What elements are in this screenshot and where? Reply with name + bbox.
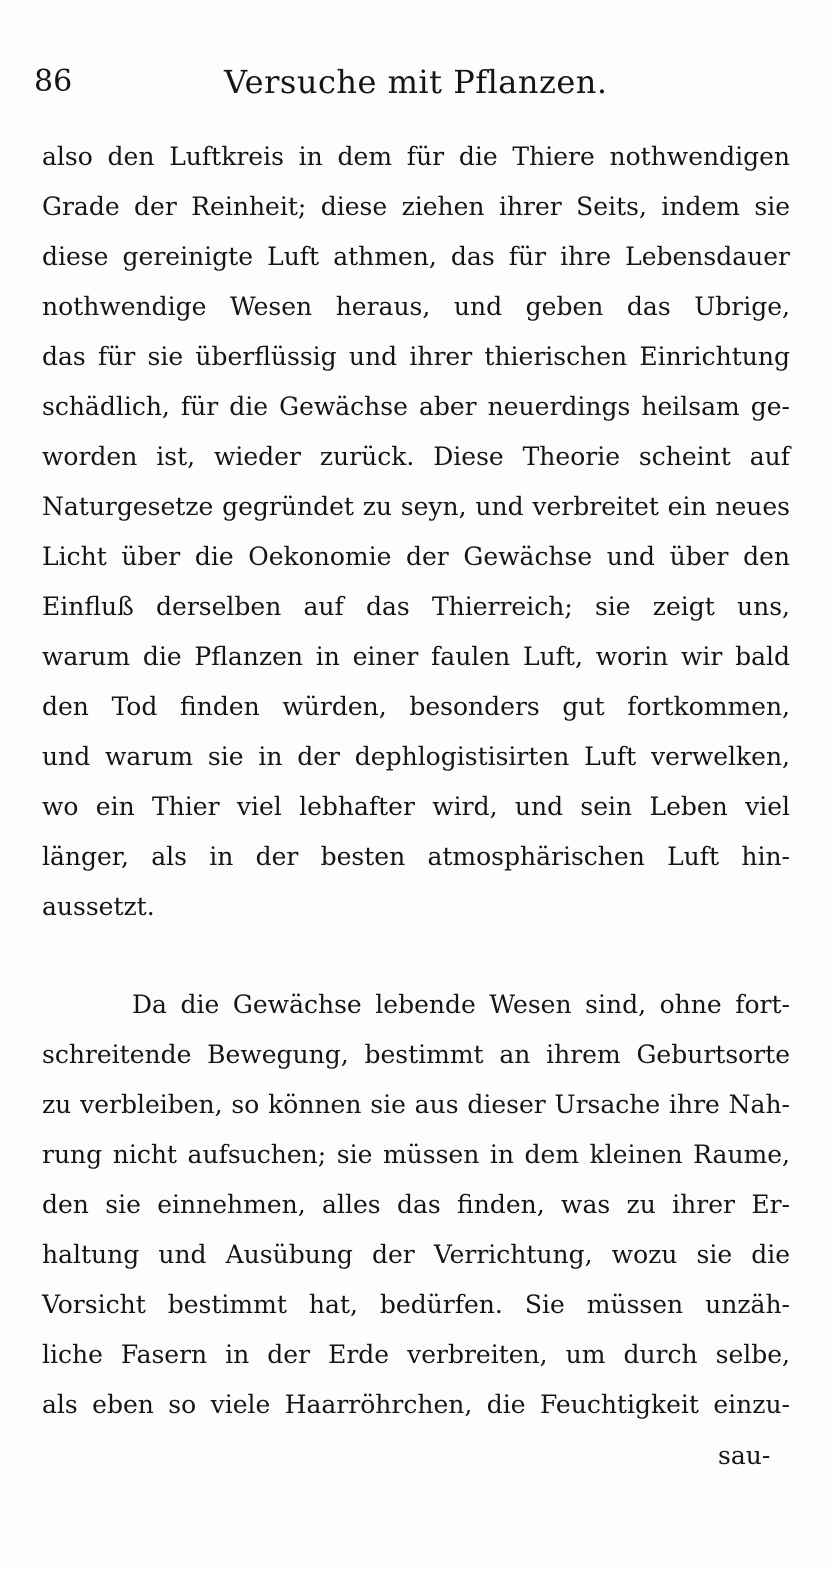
text-line: Grade der Reinheit; diese ziehen ihrer Seits, indem sie bbox=[42, 192, 790, 221]
body-text bbox=[42, 132, 790, 1430]
text-line: den sie einnehmen, alles das finden, was zu ihrer Er- bbox=[42, 1190, 790, 1219]
text-line: warum die Pflanzen in einer faulen Luft, worin wir bald bbox=[42, 642, 790, 671]
page-number: 86 bbox=[34, 64, 73, 99]
text-line: und warum sie in der dephlogistisirten Luft verwelken, bbox=[42, 742, 790, 771]
text-line: rung nicht aufsuchen; sie müssen in dem kleinen Raume, bbox=[42, 1140, 790, 1169]
text-line: als eben so viele Haarröhrchen, die Feuchtigkeit einzu- bbox=[42, 1390, 790, 1419]
text-line: zu verbleiben, so können sie aus dieser Ursache ihre Nah- bbox=[42, 1090, 790, 1119]
text-line: haltung und Ausübung der Verrichtung, wozu sie die bbox=[42, 1240, 790, 1269]
paragraph-1 bbox=[42, 132, 790, 932]
text-line: Naturgesetze gegründet zu seyn, und verbreitet ein neues bbox=[42, 492, 790, 521]
paragraph-gap bbox=[42, 932, 790, 980]
text-line: schreitende Bewegung, bestimmt an ihrem Geburtsorte bbox=[42, 1040, 790, 1069]
text-line: den Tod finden würden, besonders gut fortkommen, bbox=[42, 692, 790, 721]
text-line: also den Luftkreis in dem für die Thiere nothwendigen bbox=[42, 142, 790, 171]
catchword: sau- bbox=[718, 1441, 771, 1470]
text-line: Vorsicht bestimmt hat, bedürfen. Sie müssen unzäh- bbox=[42, 1290, 790, 1319]
text-line: schädlich, für die Gewächse aber neuerdings heilsam ge- bbox=[42, 392, 790, 421]
running-head: Versuche mit Pflanzen. bbox=[224, 63, 608, 101]
text-line: Einfluß derselben auf das Thierreich; sie zeigt uns, bbox=[42, 592, 790, 621]
text-line: Licht über die Oekonomie der Gewächse und über den bbox=[42, 542, 790, 571]
text-line: Da die Gewächse lebende Wesen sind, ohne fort- bbox=[132, 990, 790, 1019]
text-line: länger, als in der besten atmosphärischen Luft hin- bbox=[42, 842, 790, 871]
text-line: das für sie überflüssig und ihrer thierischen Einrichtung bbox=[42, 342, 790, 371]
text-line: nothwendige Wesen heraus, und geben das Ubrige, bbox=[42, 292, 790, 321]
text-line: liche Fasern in der Erde verbreiten, um durch selbe, bbox=[42, 1340, 790, 1369]
paragraph-2 bbox=[42, 980, 790, 1430]
page-header bbox=[34, 62, 794, 112]
text-line: worden ist, wieder zurück. Diese Theorie scheint auf bbox=[42, 442, 790, 471]
text-line: aussetzt. bbox=[42, 892, 155, 921]
text-line: wo ein Thier viel lebhafter wird, und sein Leben viel bbox=[42, 792, 790, 821]
text-line: diese gereinigte Luft athmen, das für ihre Lebensdauer bbox=[42, 242, 790, 271]
